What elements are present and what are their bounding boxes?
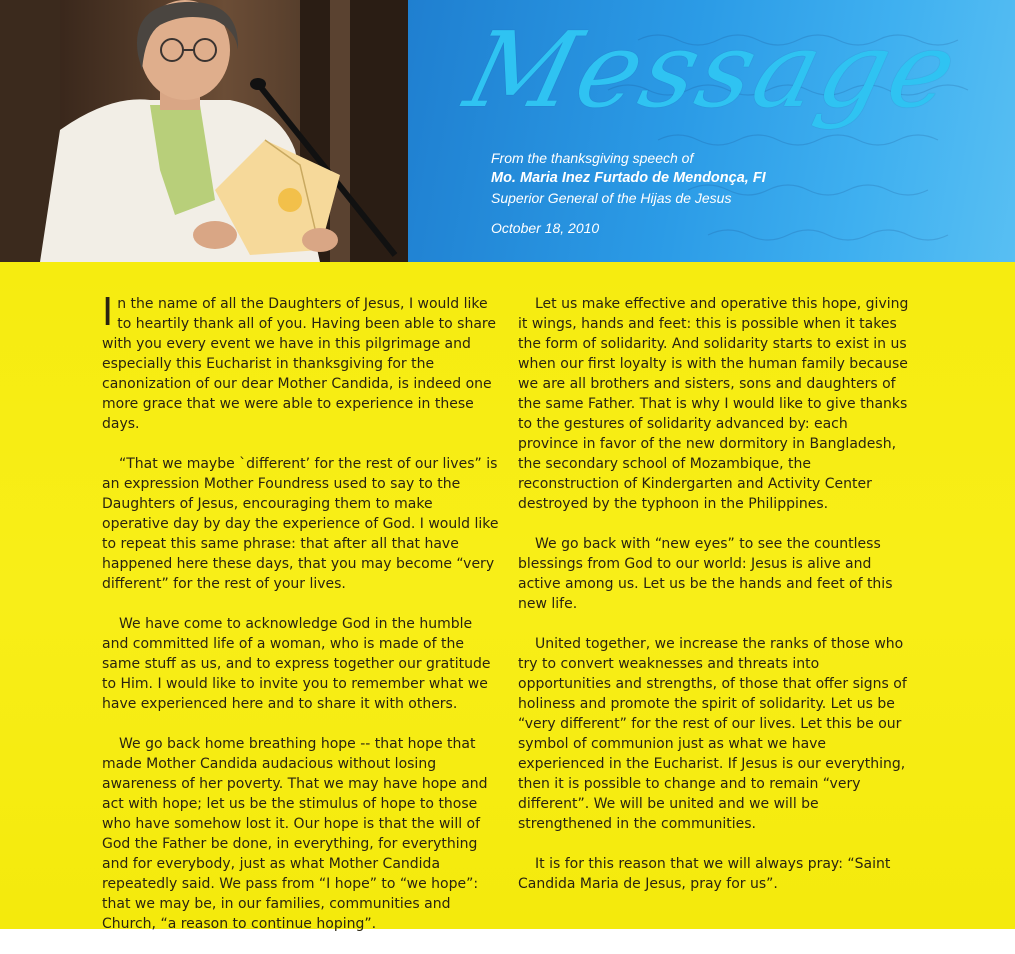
paragraph: We have come to acknowledge God in the humble and committed life of a woman, who is made of the same stuff as us, and to express together our gratitude to Him. I would like to invite you to remember what we have experienced here and to share it with others. (102, 616, 491, 712)
paragraph: We go back with “new eyes” to see the countless blessings from God to our world: Jesus is alive and active among us. Let us be the hands and feet of this new life. (518, 536, 893, 612)
paragraph: Let us make effective and operative this hope, giving it wings, hands and feet: this is possible when it takes the form of solidarity. And solidarity starts to exist in us when our first loyalty is with the human family because we are all brothers and sisters, sons and daughters of the same Father. That is why I would like to give thanks to the gestures of solidarity advanced by: each province in favor of the new dormitory in Bangladesh, the secondary school of Mozambique, the reconstruction of Kindergarten and Activity Center destroyed by the typhoon in the Philippines. (518, 296, 909, 512)
speech-date: October 18, 2010 (491, 220, 600, 236)
paragraph: United together, we increase the ranks of those who try to convert weaknesses and threats into opportunities and strengths, of those that offer signs of holiness and promote the spirit of solidarity. Let us be “very different” for the rest of our lives. Let this be our symbol of communion just as what we have experienced in the Eucharist. If Jesus is our everything, then it is possible to change and to remain “very different”. We will be united and we will be strengthened in the communities. (518, 636, 907, 832)
speaker-photo (0, 0, 408, 262)
speaker-role: Superior General of the Hijas de Jesus (491, 190, 732, 206)
message-banner (408, 0, 1015, 262)
right-column (518, 294, 910, 914)
paragraph: In the name of all the Daughters of Jesus, I would like to heartily thank all of you. Having been able to share with you every event we have in this pilgrimage and especially this Eucharist in thanksgiving for the canonization of our dear Mother Candida, is indeed one more grace that we were able to experience in these days. (102, 290, 496, 432)
left-column (102, 290, 502, 954)
banner-title: Message (454, 9, 972, 131)
drop-cap: I (102, 290, 114, 334)
paragraph: It is for this reason that we will always pray: “Saint Candida Maria de Jesus, pray for us”. (518, 856, 891, 892)
article-body (0, 262, 1015, 932)
speech-credit (491, 148, 766, 238)
intro-line: From the thanksgiving speech of (491, 150, 694, 166)
paragraph: “That we maybe `different’ for the rest of our lives” is an expression Mother Foundress used to say to the Daughters of Jesus, encouraging them to make operative day by day the experience of God. I would like to repeat this same phrase: that after all that have happened here these days, that you may become “very different” for the rest of your lives. (102, 456, 499, 592)
speaker-name: Mo. Maria Inez Furtado de Mendonça, FI (491, 170, 766, 186)
speaker-photo-illustration (0, 0, 408, 262)
paragraph: We go back home breathing hope -- that hope that made Mother Candida audacious without losing awareness of her poverty. That we may have hope and act with hope; let us be the stimulus of hope to those who have somehow lost it. Our hope is that the will of God the Father be done, in everything, for everything and for everybody, just as what Mother Candida repeatedly said. We pass from “I hope” to “we hope”: that we may be, in our families, communities and Church, “a reason to continue hoping”. (102, 736, 488, 932)
header (0, 0, 1015, 262)
